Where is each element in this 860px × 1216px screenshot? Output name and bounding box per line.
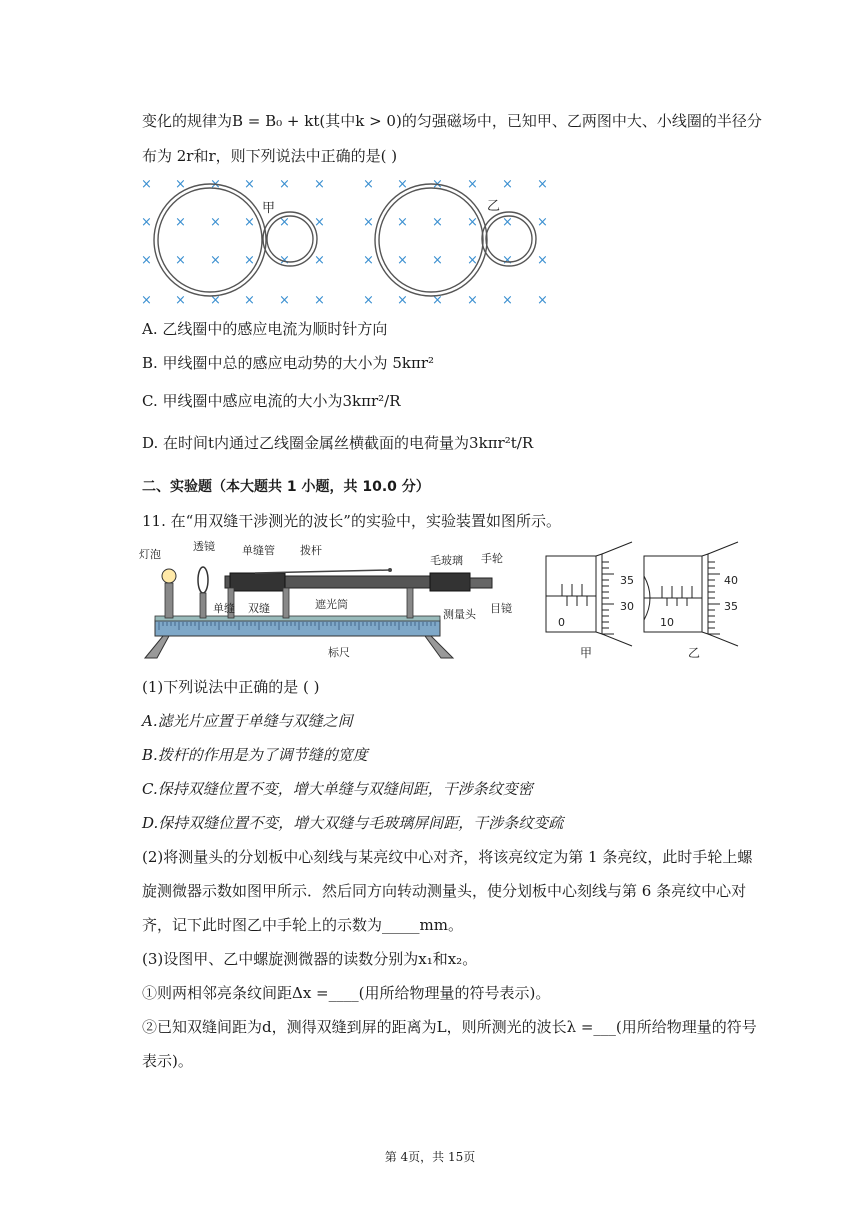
micrometer-a-bottom: 30	[620, 600, 634, 613]
label-lens: 透镜	[193, 540, 215, 553]
option-a: A. 乙线圈中的感应电流为顺时针方向	[142, 320, 388, 338]
section-title: 二、实验题（本大题共 1 小题，共 10.0 分）	[142, 479, 430, 495]
label-single-slit-tube: 单缝管	[242, 544, 275, 557]
label-double-slit: 双缝	[248, 602, 270, 615]
label-single-slit: 单缝	[213, 602, 235, 615]
field-mark: ×	[141, 177, 152, 192]
field-mark: ×	[363, 177, 374, 192]
field-mark: ×	[175, 177, 186, 192]
field-mark: ×	[537, 177, 548, 192]
field-mark: ×	[279, 215, 290, 230]
option-c: C. 甲线圈中感应电流的大小为3kπr²/R	[142, 392, 401, 410]
q11-stem: 11. 在“用双缝干涉测光的波长”的实验中，实验装置如图所示。	[142, 512, 561, 530]
micrometer-b-top: 40	[724, 574, 738, 587]
label-lever: 拨杆	[300, 544, 322, 557]
field-mark: ×	[314, 177, 325, 192]
field-mark: ×	[279, 253, 290, 268]
lens-icon	[198, 567, 208, 593]
page-footer: 第 4页，共 15页	[384, 1150, 476, 1164]
micrometer-a-top: 35	[620, 574, 634, 587]
field-mark: ×	[210, 253, 221, 268]
field-mark: ×	[537, 215, 548, 230]
q11-part-2-line-1: (2)将测量头的分划板中心刻线与某亮纹中心对齐，将该亮纹定为第 1 条亮纹，此时手轮上螺	[142, 848, 753, 866]
field-mark: ×	[314, 253, 325, 268]
q11-option-d: D.保持双缝位置不变，增大双缝与毛玻璃屏间距，干涉条纹变疏	[142, 814, 564, 832]
label-frosted-glass: 毛玻璃	[430, 554, 463, 567]
micrometer-figure	[540, 540, 750, 665]
label-lamp: 灯泡	[139, 548, 161, 561]
field-mark: ×	[467, 215, 478, 230]
label-shade-tube: 遮光筒	[315, 598, 348, 611]
micrometer-a-main-tick: 0	[558, 616, 565, 629]
field-mark: ×	[467, 253, 478, 268]
label-yi: 乙	[487, 199, 501, 214]
micrometer-b-bottom: 35	[724, 600, 738, 613]
label-hand-wheel: 手轮	[481, 552, 503, 565]
coil-figure	[135, 170, 555, 310]
label-ruler: 标尺	[328, 646, 350, 659]
q11-option-a: A.滤光片应置于单缝与双缝之间	[142, 712, 353, 730]
field-mark: ×	[502, 293, 513, 308]
coil-jia	[154, 184, 317, 296]
field-mark: ×	[397, 293, 408, 308]
lamp-icon	[162, 569, 176, 583]
micrometer-a-caption: 甲	[580, 646, 593, 660]
q11-part-3: (3)设图甲、乙中螺旋测微器的读数分别为x₁和x₂。	[142, 950, 478, 968]
intro-line-2: 布为 2r和r，则下列说法中正确的是( )	[142, 147, 398, 165]
field-mark: ×	[397, 215, 408, 230]
field-mark: ×	[314, 293, 325, 308]
field-mark: ×	[141, 215, 152, 230]
q11-option-b: B.拨杆的作用是为了调节缝的宽度	[142, 746, 368, 764]
field-mark: ×	[363, 253, 374, 268]
field-mark: ×	[244, 253, 255, 268]
field-mark: ×	[175, 215, 186, 230]
field-mark: ×	[210, 293, 221, 308]
field-mark: ×	[244, 177, 255, 192]
q11-part-3-sub-2-cont: 表示)。	[142, 1052, 193, 1070]
field-mark: ×	[175, 253, 186, 268]
field-mark: ×	[314, 215, 325, 230]
label-eyepiece: 目镜	[490, 602, 512, 615]
coil-yi	[375, 184, 536, 296]
field-mark: ×	[432, 293, 443, 308]
field-mark: ×	[397, 253, 408, 268]
field-mark: ×	[537, 293, 548, 308]
field-mark: ×	[244, 293, 255, 308]
field-mark: ×	[141, 253, 152, 268]
field-mark: ×	[397, 177, 408, 192]
option-b: B. 甲线圈中总的感应电动势的大小为 5kπr²	[142, 354, 435, 372]
field-mark: ×	[363, 215, 374, 230]
apparatus-figure	[135, 540, 535, 665]
field-mark: ×	[502, 177, 513, 192]
q11-part-1: (1)下列说法中正确的是 ( )	[142, 678, 320, 696]
q11-part-3-sub-2: ②已知双缝间距为d，测得双缝到屏的距离为L，则所测光的波长λ =___(用所给物理量的符号	[142, 1018, 757, 1036]
field-mark: ×	[279, 293, 290, 308]
field-mark: ×	[244, 215, 255, 230]
field-mark: ×	[363, 293, 374, 308]
field-mark: ×	[467, 177, 478, 192]
field-mark: ×	[432, 177, 443, 192]
q11-option-c: C.保持双缝位置不变，增大单缝与双缝间距，干涉条纹变密	[142, 780, 533, 798]
field-mark: ×	[502, 253, 513, 268]
field-mark: ×	[432, 215, 443, 230]
label-jia: 甲	[262, 201, 276, 216]
option-d: D. 在时间t内通过乙线圈金属丝横截面的电荷量为3kπr²t/R	[142, 434, 534, 452]
label-measuring-head: 测量头	[443, 608, 476, 621]
q11-part-3-sub-1: ①则两相邻亮条纹间距Δx =____(用所给物理量的符号表示)。	[142, 984, 551, 1002]
q11-part-2-line-3: 齐，记下此时图乙中手轮上的示数为_____mm。	[142, 916, 463, 934]
intro-line-1: 变化的规律为B = B₀ + kt(其中k > 0)的匀强磁场中，已知甲、乙两图中大、小线圈的半径分	[142, 112, 762, 130]
micrometer-b-main-tick: 10	[660, 616, 674, 629]
field-mark: ×	[502, 215, 513, 230]
micrometer-jia	[546, 542, 632, 646]
lever	[255, 570, 390, 573]
field-mark: ×	[537, 253, 548, 268]
field-mark: ×	[432, 253, 443, 268]
field-mark: ×	[175, 293, 186, 308]
field-mark: ×	[210, 177, 221, 192]
field-mark: ×	[210, 215, 221, 230]
q11-part-2-line-2: 旋测微器示数如图甲所示．然后同方向转动测量头，使分划板中心刻线与第 6 条亮纹中心对	[142, 882, 747, 900]
field-mark: ×	[141, 293, 152, 308]
field-mark: ×	[279, 177, 290, 192]
micrometer-yi	[644, 542, 738, 646]
micrometer-b-caption: 乙	[688, 646, 701, 660]
field-mark: ×	[467, 293, 478, 308]
